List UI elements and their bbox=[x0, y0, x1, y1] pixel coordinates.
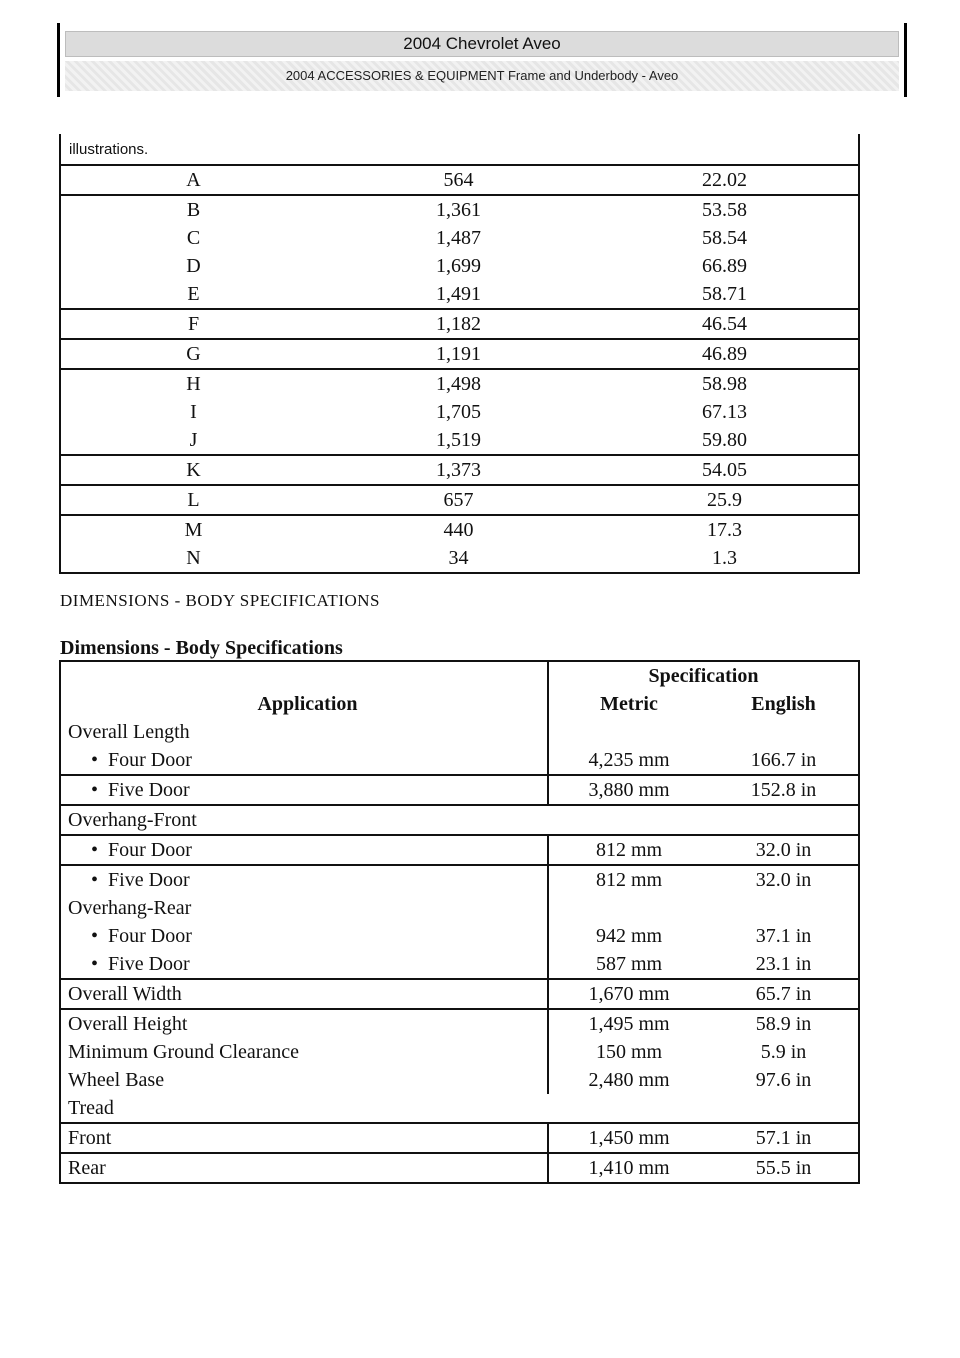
metric-cell: 1,670 mm bbox=[548, 979, 709, 1009]
header-right-rule bbox=[904, 23, 907, 97]
application-cell: Overhang-Rear bbox=[68, 896, 192, 919]
cell-metric: 1,361 bbox=[326, 195, 591, 224]
table-row bbox=[60, 1038, 859, 1066]
application-cell: Overhang-Front bbox=[60, 805, 859, 835]
english-cell bbox=[709, 894, 859, 922]
cell-label: J bbox=[189, 428, 198, 451]
cell-english: 54.05 bbox=[591, 455, 859, 485]
application-cell: • Five Door bbox=[60, 775, 548, 805]
cell-label: M bbox=[60, 515, 326, 544]
cell-english: 46.89 bbox=[591, 339, 859, 369]
metric-cell bbox=[548, 718, 709, 746]
cell-metric: 1,519 bbox=[436, 428, 481, 451]
metric-cell: 150 mm bbox=[548, 1038, 709, 1066]
cell-english: 58.71 bbox=[702, 282, 747, 305]
table-row bbox=[60, 515, 859, 544]
english-cell: 152.8 in bbox=[709, 775, 859, 805]
cell-english: 17.3 bbox=[591, 515, 859, 544]
cell-label: D bbox=[186, 254, 201, 277]
english-cell bbox=[709, 718, 859, 746]
cell-metric: 1,705 bbox=[436, 400, 481, 423]
cell-english: 46.54 bbox=[591, 309, 859, 339]
cell-english: 22.02 bbox=[591, 165, 859, 195]
table-row bbox=[60, 369, 859, 398]
cell-metric: 1,373 bbox=[326, 455, 591, 485]
english-cell: 57.1 in bbox=[709, 1123, 859, 1153]
metric-cell: 942 mm bbox=[548, 922, 709, 950]
english-cell: 32.0 in bbox=[709, 835, 859, 865]
cell-label: N bbox=[186, 546, 201, 569]
cell-label: E bbox=[187, 282, 200, 305]
table-row bbox=[60, 455, 859, 485]
table-row bbox=[60, 195, 859, 224]
table-row bbox=[60, 922, 859, 950]
table-row bbox=[60, 865, 859, 894]
table-row bbox=[60, 426, 859, 455]
application-cell: • Five Door bbox=[60, 865, 548, 894]
table-row bbox=[60, 950, 859, 979]
cell-label: G bbox=[60, 339, 326, 369]
english-cell: 97.6 in bbox=[755, 1068, 812, 1091]
table-title: Dimensions - Body Specifications bbox=[60, 636, 343, 662]
cell-metric: 1,491 bbox=[436, 282, 481, 305]
page-header bbox=[57, 23, 907, 97]
metric-cell: 1,450 mm bbox=[548, 1123, 709, 1153]
table-row bbox=[60, 224, 859, 252]
table-row bbox=[60, 1009, 859, 1038]
cell-metric: 1,487 bbox=[436, 226, 481, 249]
cell-english: 67.13 bbox=[702, 400, 747, 423]
metric-cell: 2,480 mm bbox=[548, 1066, 709, 1094]
application-cell: Wheel Base bbox=[68, 1068, 165, 1091]
cell-english: 58.54 bbox=[702, 226, 747, 249]
cell-label: B bbox=[60, 195, 326, 224]
english-cell: 32.0 in bbox=[709, 865, 859, 894]
cell-label: A bbox=[60, 165, 326, 195]
application-cell: Minimum Ground Clearance bbox=[68, 1040, 300, 1063]
cell-metric: 440 bbox=[326, 515, 591, 544]
english-cell: 166.7 in bbox=[750, 748, 817, 771]
application-cell: • Four Door bbox=[60, 922, 548, 950]
metric-cell: 1,410 mm bbox=[548, 1153, 709, 1183]
application-cell: Overall Length bbox=[68, 720, 190, 743]
cell-metric: 1,191 bbox=[326, 339, 591, 369]
application-cell: • Four Door bbox=[60, 746, 548, 775]
metric-cell: 812 mm bbox=[548, 835, 709, 865]
cell-metric: 34 bbox=[448, 546, 469, 569]
application-cell: • Five Door bbox=[60, 950, 548, 979]
table-row bbox=[60, 718, 859, 746]
cell-english: 53.58 bbox=[591, 195, 859, 224]
cell-english: 58.98 bbox=[591, 369, 859, 398]
spec-header: Specification bbox=[548, 661, 859, 690]
cell-metric: 564 bbox=[326, 165, 591, 195]
table-row bbox=[60, 252, 859, 280]
metric-header: Metric bbox=[548, 690, 709, 718]
english-cell: 65.7 in bbox=[709, 979, 859, 1009]
cell-english: 66.89 bbox=[702, 254, 747, 277]
section-caption: DIMENSIONS - BODY SPECIFICATIONS bbox=[60, 591, 380, 610]
table-row bbox=[60, 309, 859, 339]
english-cell: 5.9 in bbox=[760, 1040, 807, 1063]
table-note: illustrations. bbox=[69, 140, 149, 158]
cell-label: H bbox=[60, 369, 326, 398]
table-row bbox=[60, 805, 859, 835]
table-row bbox=[60, 165, 859, 195]
application-cell: Overall Width bbox=[60, 979, 548, 1009]
application-cell: Front bbox=[60, 1123, 548, 1153]
english-cell: 23.1 in bbox=[755, 952, 812, 975]
dimensions-table bbox=[59, 134, 860, 574]
table-row bbox=[60, 339, 859, 369]
cell-english: 59.80 bbox=[702, 428, 747, 451]
metric-cell: 1,495 mm bbox=[548, 1009, 709, 1038]
table-row bbox=[60, 398, 859, 426]
metric-cell: 4,235 mm bbox=[548, 746, 709, 775]
table-row bbox=[60, 280, 859, 309]
cell-metric: 657 bbox=[326, 485, 591, 515]
cell-metric: 1,498 bbox=[326, 369, 591, 398]
application-cell: • Four Door bbox=[60, 835, 548, 865]
cell-label: K bbox=[60, 455, 326, 485]
cell-label: F bbox=[60, 309, 326, 339]
cell-english: 1.3 bbox=[712, 546, 737, 569]
english-cell: 37.1 in bbox=[755, 924, 812, 947]
table-row bbox=[60, 1066, 859, 1094]
metric-cell: 3,880 mm bbox=[548, 775, 709, 805]
metric-cell bbox=[548, 894, 709, 922]
document-subtitle: 2004 ACCESSORIES & EQUIPMENT Frame and Underbody - Aveo bbox=[65, 61, 899, 91]
table-row bbox=[60, 485, 859, 515]
table-row bbox=[60, 1153, 859, 1183]
cell-label: C bbox=[186, 226, 201, 249]
metric-cell: 587 mm bbox=[548, 950, 709, 979]
english-header: English bbox=[751, 692, 816, 715]
table-row bbox=[60, 979, 859, 1009]
document-title: 2004 Chevrolet Aveo bbox=[65, 31, 899, 57]
application-header: Application bbox=[257, 692, 358, 715]
cell-metric: 1,699 bbox=[436, 254, 481, 277]
header-left-rule bbox=[57, 23, 60, 97]
cell-label: L bbox=[60, 485, 326, 515]
table-row bbox=[60, 544, 859, 573]
table-row bbox=[60, 775, 859, 805]
application-cell: Overall Height bbox=[60, 1009, 548, 1038]
cell-english: 25.9 bbox=[591, 485, 859, 515]
metric-cell: 812 mm bbox=[548, 865, 709, 894]
table-row bbox=[60, 835, 859, 865]
cell-metric: 1,182 bbox=[326, 309, 591, 339]
table-row bbox=[60, 1094, 859, 1123]
english-cell: 58.9 in bbox=[709, 1009, 859, 1038]
application-cell: Tread bbox=[68, 1096, 114, 1119]
english-cell: 55.5 in bbox=[709, 1153, 859, 1183]
cell-label: I bbox=[190, 400, 197, 423]
application-cell: Rear bbox=[60, 1153, 548, 1183]
table-row bbox=[60, 894, 859, 922]
table-row bbox=[60, 746, 859, 775]
table-row bbox=[60, 1123, 859, 1153]
body-specifications-table bbox=[59, 660, 860, 1184]
